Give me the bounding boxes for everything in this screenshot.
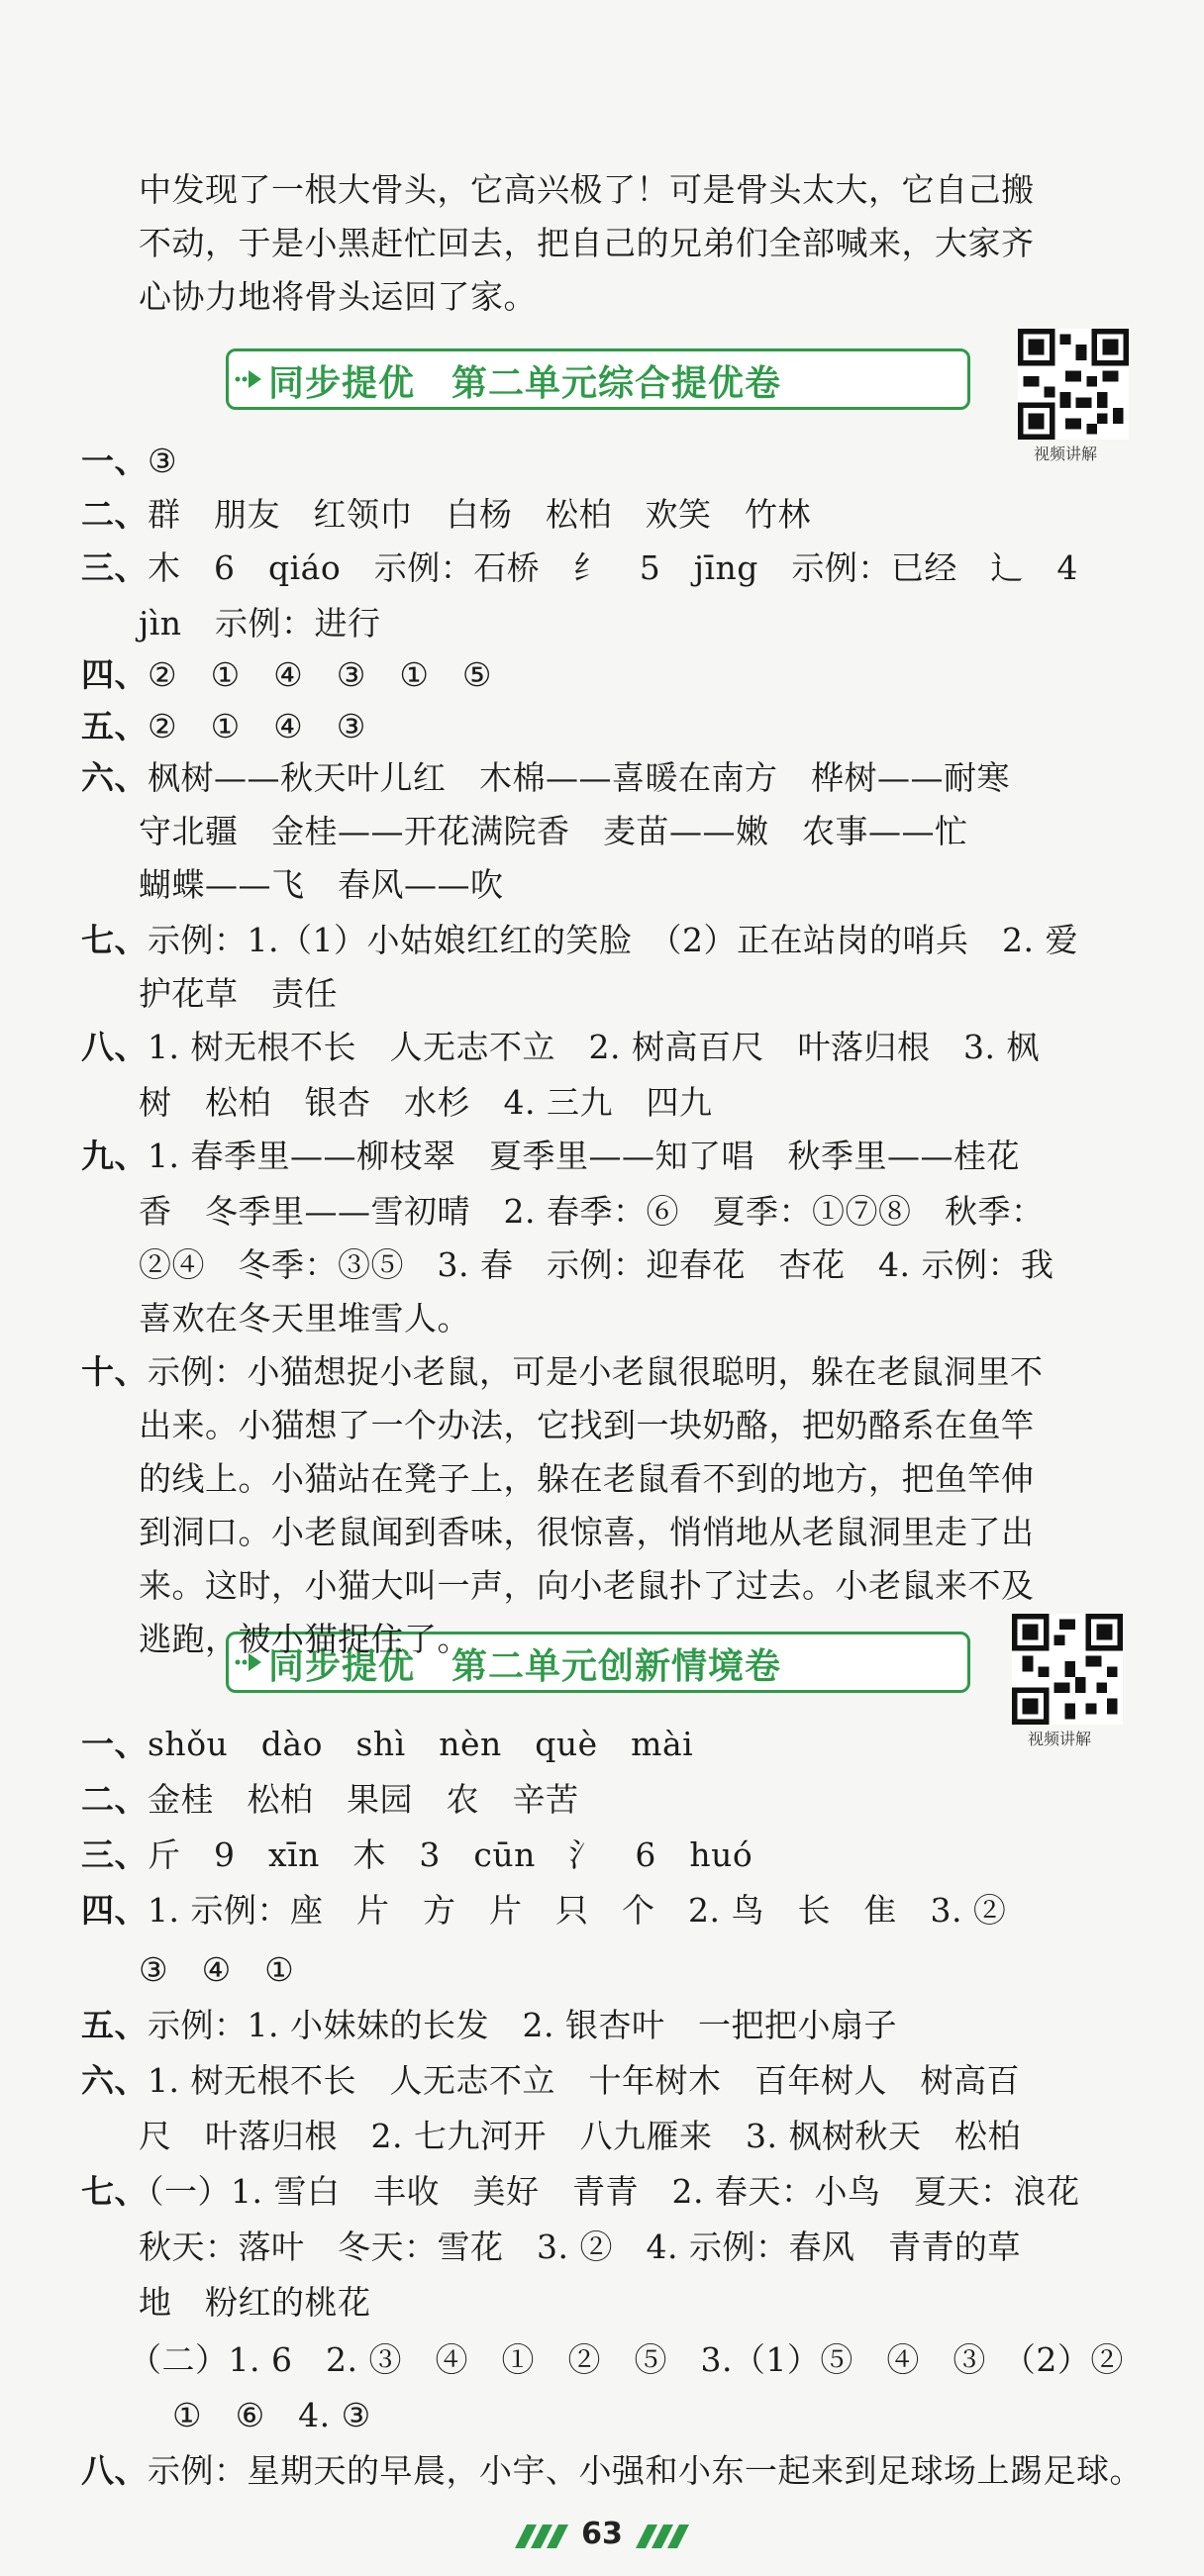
- section2-answer-text: （一）1. 雪白 丰收 美好 青青 2. 春天：小鸟 夏天：浪花: [148, 2172, 1080, 2211]
- section1-answer-4-line-1: [81, 649, 492, 701]
- section2-answer-text: 地 粉红的桃花: [139, 2283, 371, 2322]
- section1-answer-text: 护花草 责任: [139, 974, 338, 1013]
- section1-answer-number: 九、: [81, 1137, 148, 1175]
- section2-answer-7-line-3: [139, 2277, 371, 2328]
- intro-line-3: 心协力地将骨头运回了家。: [139, 277, 537, 316]
- section2-answer-8-line-1: [81, 2445, 1143, 2497]
- section2-answer-text: ① ⑥ 4. ③: [172, 2396, 371, 2434]
- section1-answer-text: ③: [148, 442, 178, 480]
- section1-answer-2-line-1: [81, 489, 811, 541]
- arrow-icon: [235, 365, 262, 393]
- section1-answer-number: 四、: [81, 655, 148, 694]
- section1-title: 同步提优 第二单元综合提优卷: [268, 363, 782, 404]
- section1-answer-text: 喜欢在冬天里堆雪人。: [139, 1299, 470, 1338]
- section1-answer-6-line-3: [139, 859, 504, 911]
- section2-answer-text: 示例：星期天的早晨，小宇、小强和小东一起来到足球场上踢足球。: [148, 2451, 1143, 2490]
- section1-answer-10-line-2: [139, 1400, 1035, 1451]
- section1-answer-number: 五、: [81, 707, 148, 745]
- section1-answer-text: ② ① ④ ③ ① ⑤: [148, 655, 493, 694]
- section2-answer-number: 三、: [81, 1835, 148, 1874]
- section1-answer-text: 示例：小猫想捉小老鼠，可是小老鼠很聪明，躲在老鼠洞里不: [148, 1352, 1044, 1391]
- section1-answer-text: 的线上。小猫站在凳子上，躲在老鼠看不到的地方，把鱼竿伸: [139, 1459, 1035, 1498]
- section1-banner: [226, 348, 970, 410]
- section1-answer-text: 1. 树无根不长 人无志不立 2. 树高百尺 叶落归根 3. 枫: [148, 1028, 1040, 1066]
- section2-answer-text: ③ ④ ①: [139, 1950, 295, 1989]
- section2-answer-number: 四、: [81, 1891, 148, 1930]
- section1-answer-8-line-1: [81, 1022, 1040, 1073]
- section2-answer-4-line-1: [81, 1885, 1006, 1936]
- section2-answer-4-line-2: [139, 1944, 294, 1996]
- section2-answer-text: 斤 9 xīn 木 3 cūn 氵 6 huó: [148, 1835, 753, 1874]
- section2-title: 同步提优 第二单元创新情境卷: [268, 1646, 782, 1687]
- intro-line-1: 中发现了一根大骨头，它高兴极了！可是骨头太大，它自己搬: [139, 170, 1035, 209]
- section2-answer-text: 示例：1. 小妹妹的长发 2. 银杏叶 一把把小扇子: [148, 2006, 897, 2044]
- section1-answer-text: 1. 春季里——柳枝翠 夏季里——知了唱 秋季里——桂花: [148, 1137, 1020, 1175]
- section1-answer-10-line-3: [139, 1453, 1035, 1505]
- section1-answer-7-line-2: [139, 968, 338, 1020]
- section2-answer-number: 七、: [81, 2172, 148, 2211]
- section1-answer-text: 香 冬季里——雪初晴 2. 春季：⑥ 夏季：①⑦⑧ 秋季：: [139, 1192, 1045, 1231]
- section2-answer-3-line-1: [81, 1830, 752, 1881]
- section1-answer-9-line-4: [139, 1293, 470, 1344]
- section2-answer-number: 五、: [81, 2006, 148, 2044]
- section1-qr-caption: 视频讲解: [1034, 445, 1098, 463]
- section1-answer-6-line-2: [139, 806, 968, 857]
- section1-answer-text: 守北疆 金桂——开花满院香 麦苗——嫩 农事——忙: [139, 812, 968, 850]
- section1-answer-text: 逃跑，被小猫捉住了。: [139, 1620, 470, 1658]
- section2-answer-text: 秋天：落叶 冬天：雪花 3. ② 4. 示例：春风 青青的草: [139, 2228, 1021, 2266]
- section2-answer-text: shǒu dào shì nèn què mài: [148, 1725, 694, 1763]
- section1-answer-10-line-5: [139, 1560, 1035, 1612]
- section2-answer-2-line-1: [81, 1774, 579, 1826]
- section2-answer-1-line-1: [81, 1719, 693, 1770]
- section2-answer-text: 金桂 松柏 果园 农 辛苦: [148, 1780, 579, 1819]
- section1-answer-10-line-6: [139, 1614, 470, 1665]
- section2-answer-7-line-4: [129, 2334, 1124, 2386]
- section2-answer-text: 1. 树无根不长 人无志不立 十年树木 百年树人 树高百: [148, 2061, 1020, 2100]
- section2-answer-7-line-2: [139, 2222, 1021, 2273]
- section1-answer-10-line-4: [139, 1507, 1035, 1558]
- section2-answer-number: 八、: [81, 2451, 148, 2490]
- section1-answer-5-line-1: [81, 701, 366, 752]
- section2-answer-7-line-5: [172, 2390, 371, 2441]
- qr-code-icon[interactable]: [1012, 1614, 1123, 1725]
- section1-answer-9-line-2: [139, 1186, 1044, 1238]
- section1-answer-text: 群 朋友 红领巾 白杨 松柏 欢笑 竹林: [148, 495, 811, 534]
- section2-answer-number: 六、: [81, 2061, 148, 2100]
- section1-answer-3-line-1: [81, 543, 1078, 594]
- section1-answer-3-line-2: [139, 598, 381, 649]
- section1-answer-text: ② ① ④ ③: [148, 707, 366, 745]
- section1-answer-text: 枫树——秋天叶儿红 木棉——喜暖在南方 桦树——耐寒: [148, 758, 1010, 797]
- section1-answer-1-line-1: [81, 436, 177, 487]
- section1-answer-text: 出来。小猫想了一个办法，它找到一块奶酪，把奶酪系在鱼竿: [139, 1406, 1035, 1444]
- section1-answer-text: 蝴蝶——飞 春风——吹: [139, 865, 504, 904]
- section1-answer-6-line-1: [81, 752, 1010, 804]
- page-number: 63: [581, 2517, 623, 2551]
- qr-code-icon[interactable]: [1018, 329, 1129, 440]
- section1-answer-number: 二、: [81, 495, 148, 534]
- section2-answer-text: 1. 示例：座 片 方 片 只 个 2. 鸟 长 隹 3. ②: [148, 1891, 1007, 1930]
- section1-answer-number: 一、: [81, 442, 148, 480]
- section1-answer-number: 八、: [81, 1028, 148, 1066]
- section1-answer-number: 七、: [81, 921, 148, 959]
- section2-qr-caption: 视频讲解: [1028, 1730, 1092, 1748]
- section1-answer-text: 到洞口。小老鼠闻到香味，很惊喜，悄悄地从老鼠洞里走了出: [139, 1513, 1035, 1551]
- section1-answer-7-line-1: [81, 915, 1078, 966]
- section1-answer-text: jìn 示例：进行: [139, 604, 381, 643]
- section2-answer-text: 尺 叶落归根 2. 七九河开 八九雁来 3. 枫树秋天 松柏: [139, 2117, 1021, 2155]
- section1-answer-text: 示例：1.（1）小姑娘红红的笑脸 （2）正在站岗的哨兵 2. 爱: [148, 921, 1078, 959]
- section1-answer-9-line-3: [139, 1239, 1054, 1291]
- intro-line-2: 不动，于是小黑赶忙回去，把自己的兄弟们全部喊来，大家齐: [139, 224, 1035, 262]
- section2-answer-7-line-1: [81, 2166, 1079, 2218]
- section1-answer-text: 木 6 qiáo 示例：石桥 纟 5 jīng 示例：已经 辶 4: [148, 548, 1078, 587]
- section1-answer-number: 三、: [81, 548, 148, 587]
- section1-answer-8-line-2: [139, 1077, 712, 1129]
- section1-answer-10-line-1: [81, 1346, 1044, 1398]
- section1-answer-text: 树 松柏 银杏 水杉 4. 三九 四九: [139, 1083, 713, 1122]
- section1-answer-text: ②④ 冬季：③⑤ 3. 春 示例：迎春花 杏花 4. 示例：我: [139, 1245, 1054, 1284]
- stripes-right-icon: [636, 2525, 695, 2548]
- section1-answer-9-line-1: [81, 1131, 1020, 1182]
- section1-answer-number: 六、: [81, 758, 148, 797]
- section2-answer-text: （二）1. 6 2. ③ ④ ① ② ⑤ 3.（1）⑤ ④ ③ （2）②: [129, 2340, 1124, 2379]
- section2-answer-5-line-1: [81, 2000, 897, 2051]
- section2-answer-6-line-1: [81, 2055, 1020, 2107]
- section2-answer-number: 一、: [81, 1725, 148, 1763]
- section1-answer-number: 十、: [81, 1352, 148, 1391]
- section2-answer-number: 二、: [81, 1780, 148, 1819]
- section2-answer-6-line-2: [139, 2111, 1021, 2162]
- section1-answer-text: 来。这时，小猫大叫一声，向小老鼠扑了过去。小老鼠来不及: [139, 1566, 1035, 1605]
